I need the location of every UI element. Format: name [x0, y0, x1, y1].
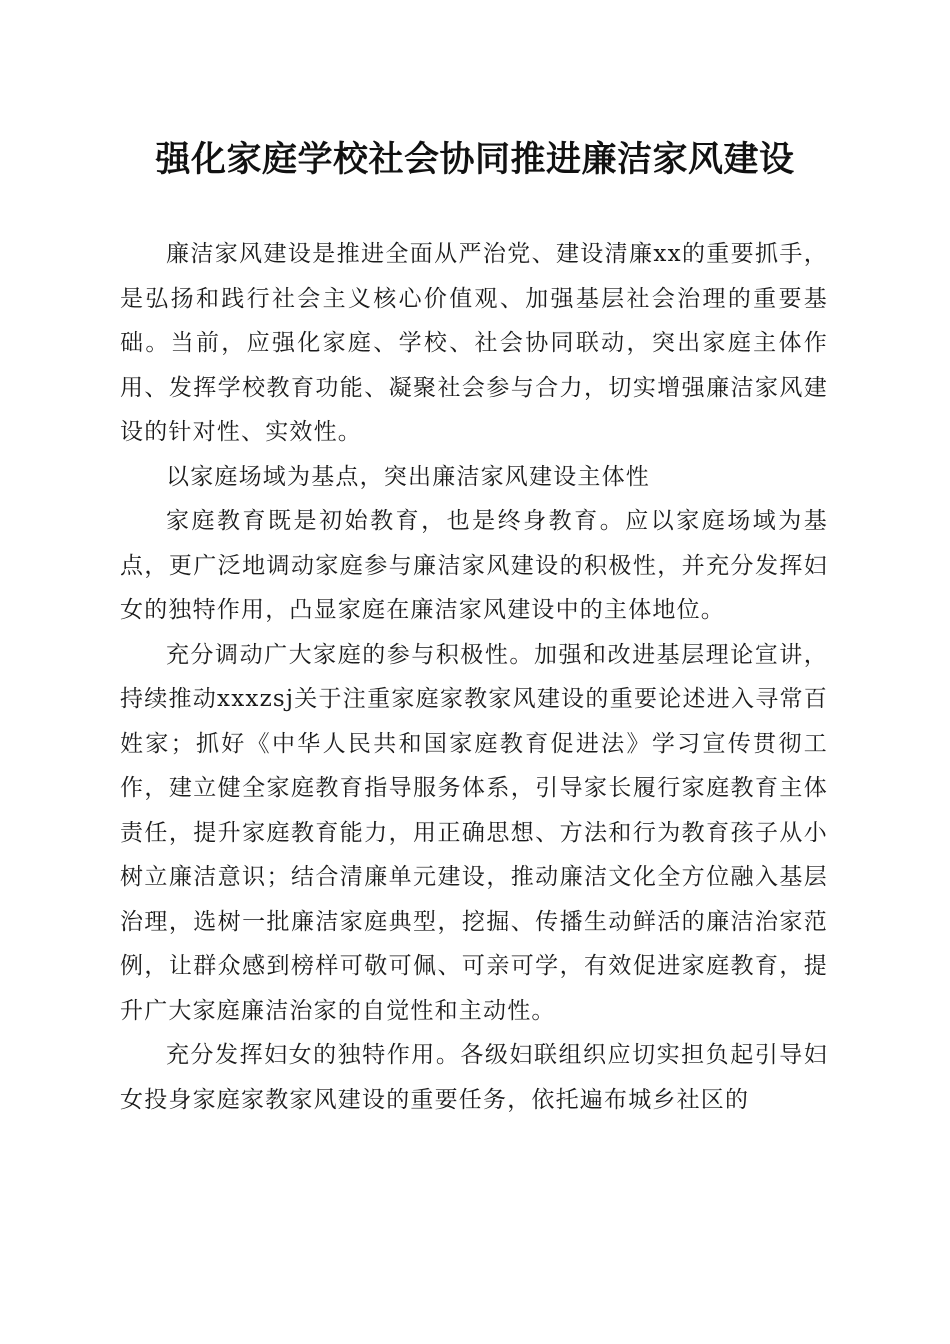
paragraph-mobilize-families: 充分调动广大家庭的参与积极性。加强和改进基层理论宣讲，持续推动xxxzsj关于注重家庭家教家风建设的重要论述进入寻常百姓家；抓好《中华人民共和国家庭教育促进法》学习宣传贯彻工作，建立健全家庭教育指导服务体系，引导家长履行家庭教育主体责任，提升家庭教育能力，用正确思想、方法和行为教育孩子从小树立廉洁意识；结合清廉单元建设，推动廉洁文化全方位融入基层治理，选树一批廉洁家庭典型，挖掘、传播生动鲜活的廉洁治家范例，让群众感到榜样可敬可佩、可亲可学，有效促进家庭教育，提升广大家庭廉洁治家的自觉性和主动性。: [120, 641, 828, 1024]
paragraph-women-role: 充分发挥妇女的独特作用。各级妇联组织应切实担负起引导妇女投身家庭家教家风建设的重要任务，依托遍布城乡社区的: [120, 1042, 828, 1113]
paragraph-intro: 廉洁家风建设是推进全面从严治党、建设清廉xx的重要抓手，是弘扬和践行社会主义核心价值观、加强基层社会治理的重要基础。当前，应强化家庭、学校、社会协同联动，突出家庭主体作用、发挥学校教育功能、凝聚社会参与合力，切实增强廉洁家风建设的针对性、实效性。: [120, 241, 828, 445]
paragraph-family-education: 家庭教育既是初始教育，也是终身教育。应以家庭场域为基点，更广泛地调动家庭参与廉洁家风建设的积极性，并充分发挥妇女的独特作用，凸显家庭在廉洁家风建设中的主体地位。: [120, 508, 828, 623]
document-title: 强化家庭学校社会协同推进廉洁家风建设: [155, 139, 795, 180]
section-heading: 以家庭场域为基点，突出廉洁家风建设主体性: [166, 463, 650, 490]
document-body: [120, 232, 828, 1122]
